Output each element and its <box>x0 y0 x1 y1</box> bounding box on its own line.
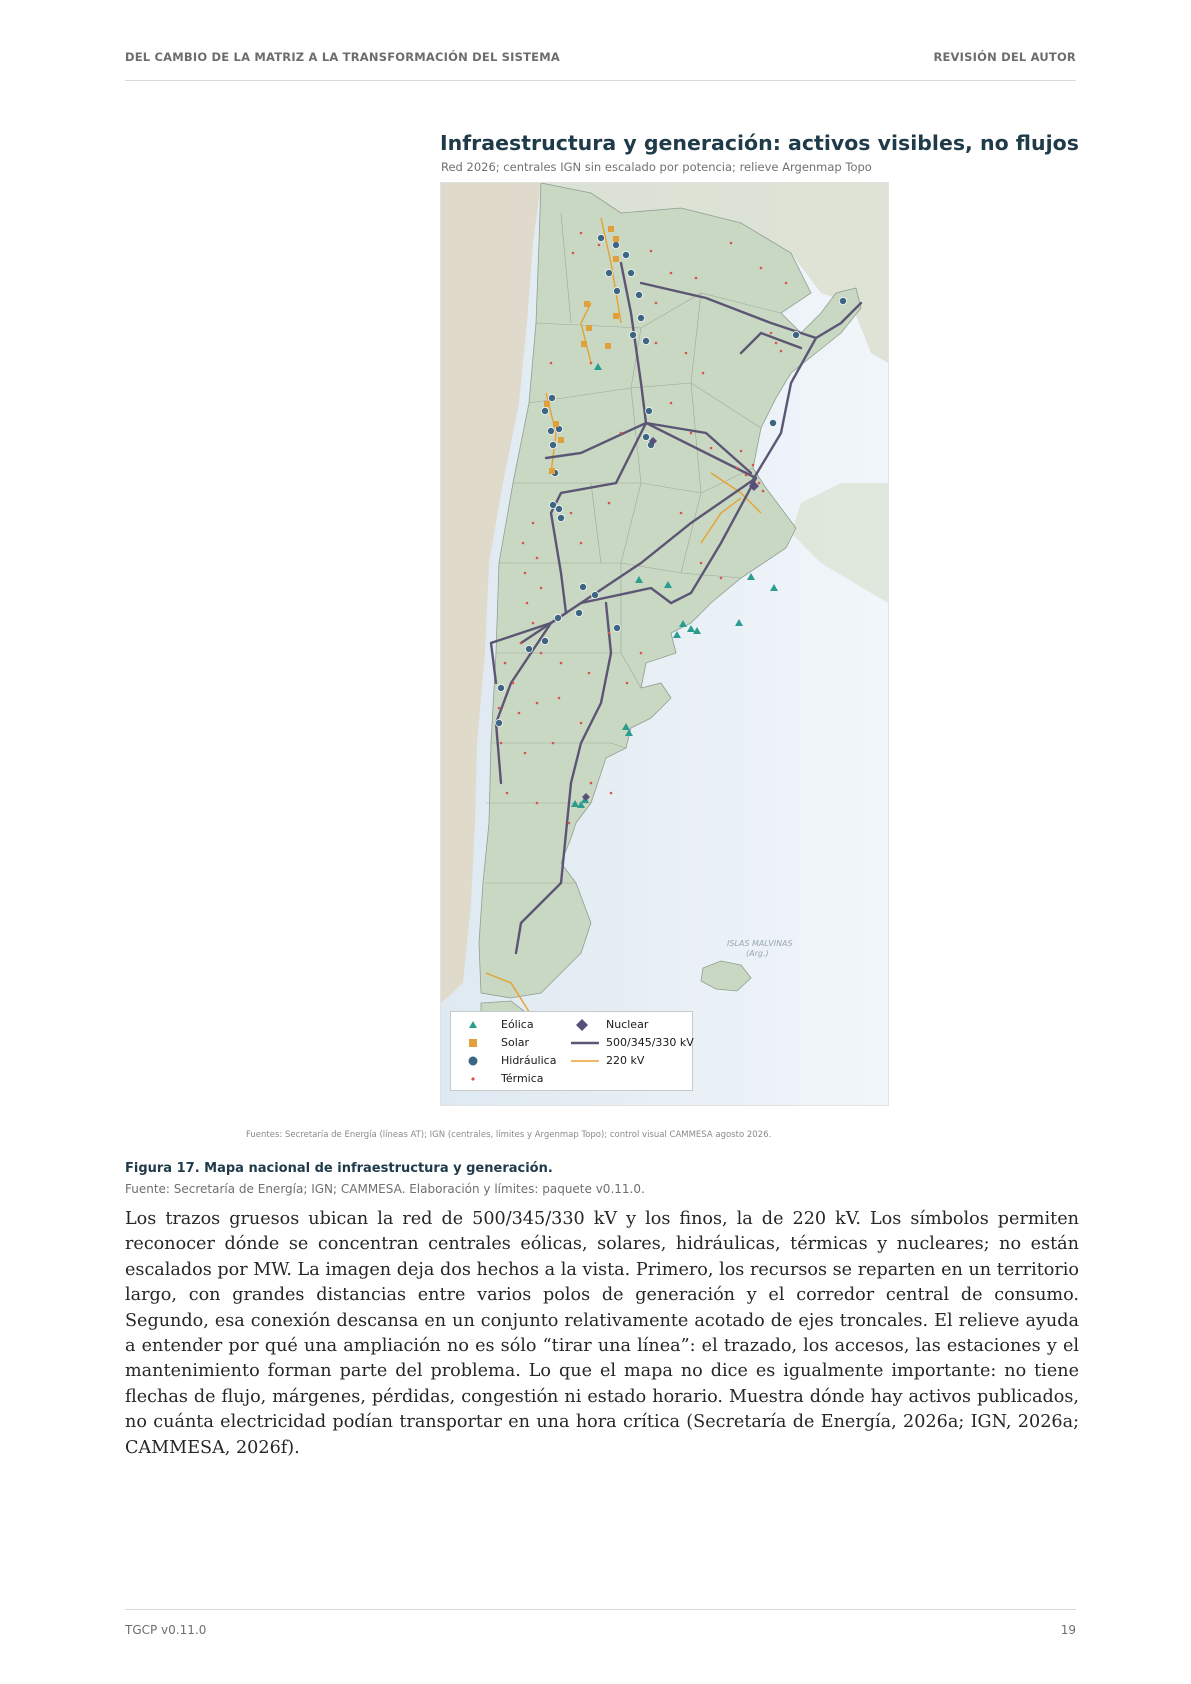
malvinas-sublabel: (Arg.) <box>746 949 769 958</box>
figure-subtitle: Red 2026; centrales IGN sin escalado por potencia; relieve Argenmap Topo <box>441 160 872 174</box>
legend-label-termica: Térmica <box>501 1072 544 1085</box>
legend-label-nuclear: Nuclear <box>606 1018 649 1031</box>
footer-version: TGCP v0.11.0 <box>125 1623 207 1637</box>
solar-square-icon <box>461 1035 485 1051</box>
line-500kv-icon <box>570 1035 600 1051</box>
thermal-dot-icon <box>461 1071 485 1087</box>
running-header-status: REVISIÓN DEL AUTOR <box>933 50 1076 64</box>
hydro-circle-icon <box>461 1053 485 1069</box>
figure-caption-title: Figura 17. Mapa nacional de infraestructura y generación. <box>125 1161 553 1176</box>
legend-label-eolica: Eólica <box>501 1018 534 1031</box>
running-header-title: DEL CAMBIO DE LA MATRIZ A LA TRANSFORMACIÓN DEL SISTEMA <box>125 50 560 64</box>
page-number: 19 <box>1060 1623 1076 1637</box>
map-legend <box>450 1011 693 1091</box>
page-footer <box>125 1609 1076 1640</box>
figure-caption-source: Fuente: Secretaría de Energía; IGN; CAMMESA. Elaboración y límites: paquete v0.11.0. <box>125 1182 645 1196</box>
nuclear-diamond-icon <box>570 1017 594 1033</box>
legend-label-500kv: 500/345/330 kV <box>606 1036 694 1049</box>
legend-label-220kv: 220 kV <box>606 1054 645 1067</box>
figure-sources-note: Fuentes: Secretaría de Energía (líneas AT); IGN (centrales, límites y Argenmap Topo); control visual CAMMESA agosto 2026. <box>246 1130 772 1140</box>
body-paragraph: Los trazos gruesos ubican la red de 500/345/330 kV y los finos, la de 220 kV. Los símbolos permiten reconocer dónde se concentran centrales eólicas, solares, hidráulicas, térmicas y nucleares; no están escalados por MW. La imagen deja dos hechos a la vista. Primero, los recursos se reparten en un territorio largo, con grandes distancias entre varios polos de generación y el corredor central de consumo. Segundo, esa conexión descansa en un conjunto relativamente acotado de ejes troncales. El relieve ayuda a entender por qué una ampliación no es sólo “tirar una línea”: el trazado, los accesos, las estaciones y el mantenimiento forman parte del problema. Lo que el mapa no dice es igualmente importante: no tiene flechas de flujo, márgenes, pérdidas, congestión ni estado horario. Muestra dónde hay activos publicados, no cuánta electricidad podían transportar en una hora crítica (Secretaría de Energía, 2026a; IGN, 2026a; CAMMESA, 2026f). <box>125 1209 1079 1458</box>
malvinas-label: ISLAS MALVINAS <box>727 939 793 948</box>
legend-label-hidraulica: Hidráulica <box>501 1054 557 1067</box>
figure-title: Infraestructura y generación: activos visibles, no flujos <box>440 131 1079 155</box>
running-header <box>125 50 1076 81</box>
legend-label-solar: Solar <box>501 1036 530 1049</box>
line-220kv-icon <box>570 1053 600 1069</box>
map-canvas <box>441 183 888 1105</box>
wind-triangle-icon <box>461 1017 485 1033</box>
infrastructure-map <box>440 182 889 1106</box>
